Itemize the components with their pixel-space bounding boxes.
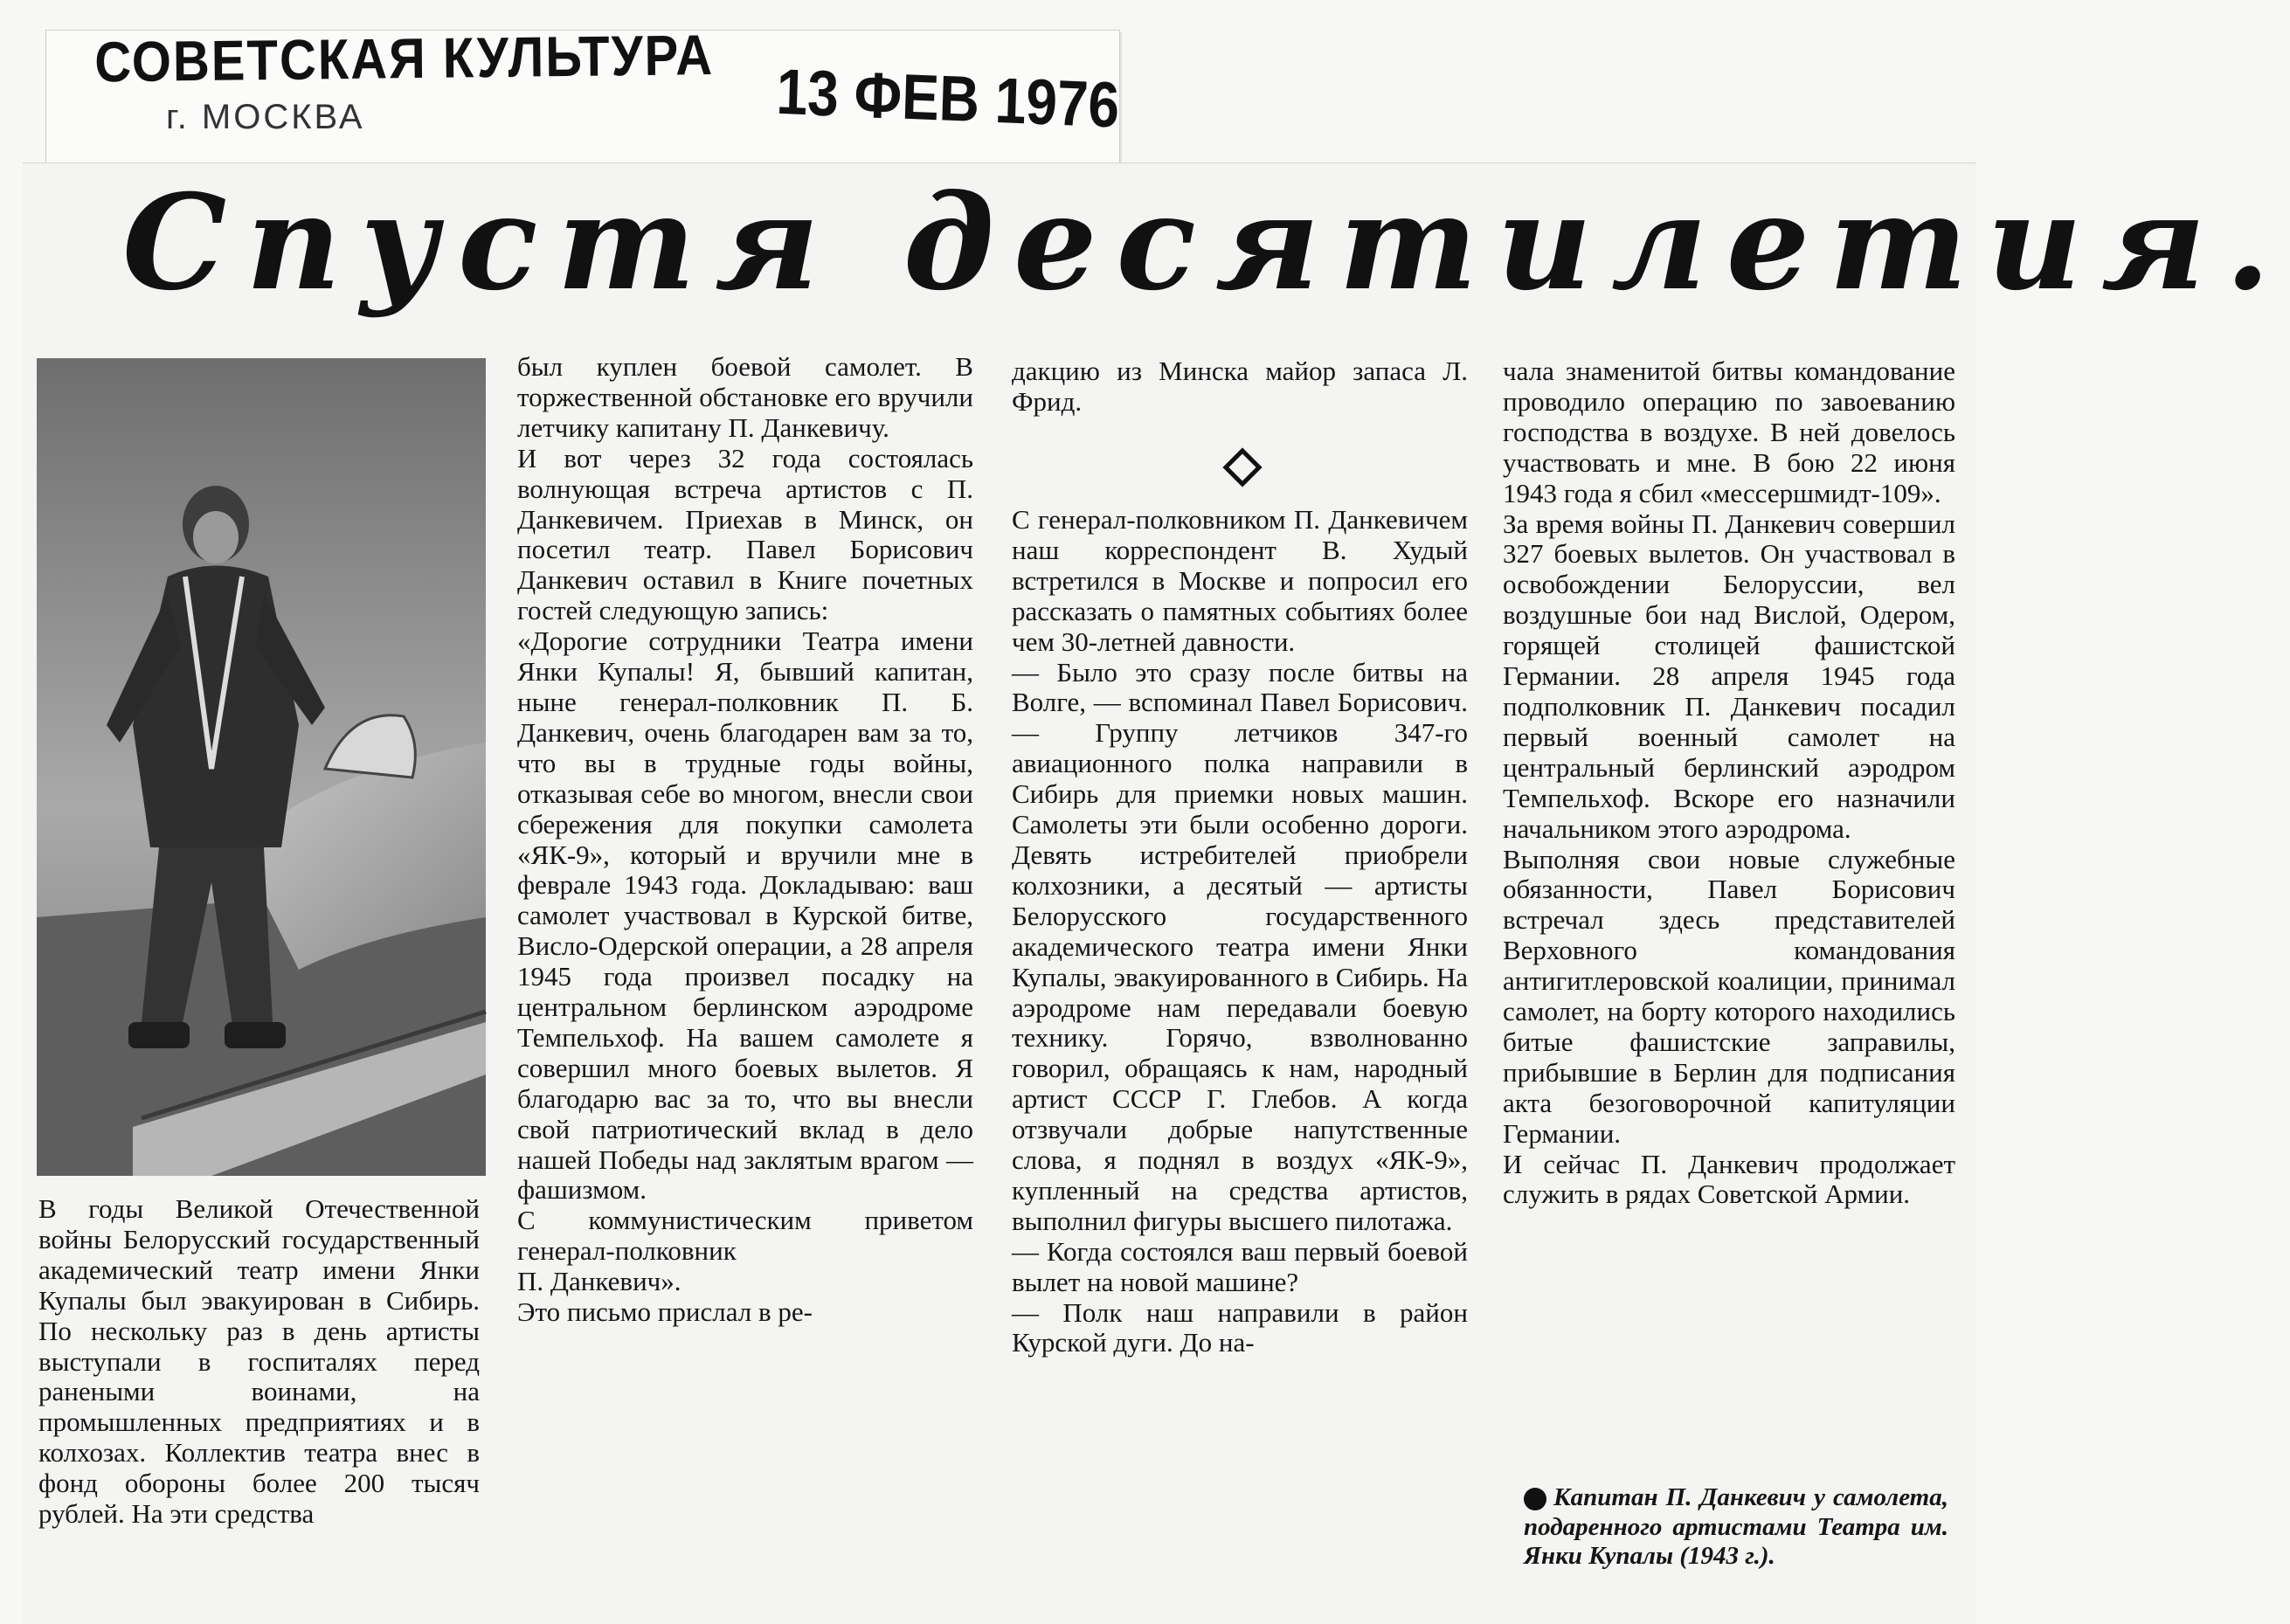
article-column-4: чала знаменитой битвы командование проводило операцию по завоеванию господства в воздухе. В ней довелось участвовать и мне. В бою 22 июня 1943 года я сбил «мессершмидт-109». За время войны П. Данкевич совершил 327 боевых вылетов. Он участвовал в освобождении Белоруссии, вел воздушные бои над Вислой, Одером, горящей столицей фашистской Германии. 28 апреля 1945 года подполковник П. Данкевич посадил первый военный самолет на центральный берлинский аэродром Темпельхоф. Вскоре его назначили начальником этого аэродрома. Выполняя свои новые служебные обязанности, Павел Борисович встречал здесь представителей Верховного командования антигитлеровской коалиции, принимал самолет, на борту которого находились битые фашистские заправилы, прибывшие в Берлин для подписания акта безоговорочной капитуляции Германии. И сейчас П. Данкевич продолжает служить в рядах Советской Армии.	[1503, 356, 1955, 1210]
article-column-2: был куплен боевой самолет. В торжественной обстановке его вручили летчику капитану П. Данкевичу. И вот через 32 года состоялась волнующая встреча артистов с П. Данкевичем. Приехав в Минск, он посетил театр. Павел Борисович Данкевич оставил в Книге почетных гостей следующую запись: «Дорогие сотрудники Театра имени Янки Купалы! Я, бывший капитан, ныне генерал-полковник П. Б. Данкевич, очень благодарен вам за то, что вы в трудные годы войны, отказывая себе во многом, внесли свои сбережения для покупки самолета «ЯК-9», который и вручили мне в феврале 1943 года. Докладываю: ваш самолет участвовал в Курской битве, Висло-Одерской операции, а 28 апреля 1945 года произвел посадку на центральном берлинском аэродроме Темпельхоф. На вашем самолете я совершил много боевых вылетов. Я благодарю вас за то, что вы внесли свой патриотический вклад в дело нашей Победы над заклятым врагом — фашизмом. С коммунистическим приветом генерал-полковник П. Данкевич». Это письмо прислал в ре-	[517, 351, 973, 1328]
bullet-icon	[1524, 1488, 1546, 1510]
article-headline: Спустя десятилетия.	[122, 166, 2290, 320]
date-stamp: 13 ФЕВ 1976	[775, 55, 1121, 142]
photo-caption	[1524, 1483, 1948, 1572]
article-column-3-intro: дакцию из Минска майор запаса Л. Фрид.	[1012, 356, 1468, 417]
pilot-photo-image	[37, 358, 486, 1176]
pilot-photo	[37, 358, 486, 1176]
article-column-3: С генерал-полковником П. Данкевичем наш корреспондент В. Худый встретился в Москве и попросил его рассказать о памятных событиях более чем 30-летней давности. — Было это сразу после битвы на Волге, — вспоминал Павел Борисович. — Группу летчиков 347-го авиационного полка направили в Сибирь для приемки новых машин. Самолеты эти были особенно дороги. Девять истребителей приобрели колхозники, а десятый — артисты Белорусского государственного академического театра имени Янки Купалы, эвакуированного в Сибирь. На аэродроме нам передавали боевую технику. Горячо, взволнованно говорил, обращаясь к нам, народный артист СССР Г. Глебов. А когда отзвучали добрые напутственные слова, я поднял в воздух «ЯК-9», купленный на средства артистов, выполнил фигуры высшего пилотажа. — Когда состоялся ваш первый боевой вылет на новой машине? — Полк наш направили в район Курской дуги. До на-	[1012, 504, 1468, 1358]
newspaper-name-stamp: СОВЕТСКАЯ КУЛЬТУРА	[94, 23, 715, 94]
photo-caption-text: Капитан П. Данкевич у самолета, подаренного артистами Театра им. Янки Купалы (1943 г.).	[1524, 1483, 1948, 1570]
article-column-1: В годы Великой Отечественной войны Белорусский государственный академический театр имени Янки Купалы был эвакуирован в Сибирь. По нескольку раз в день артисты выступали в госпиталях перед ранеными воинами, на промышленных предприятиях и в колхозах. Коллектив театра внес в фонд обороны более 200 тысяч рублей. На эти средства	[38, 1193, 480, 1530]
newspaper-city-stamp: г. МОСКВА	[166, 98, 365, 136]
